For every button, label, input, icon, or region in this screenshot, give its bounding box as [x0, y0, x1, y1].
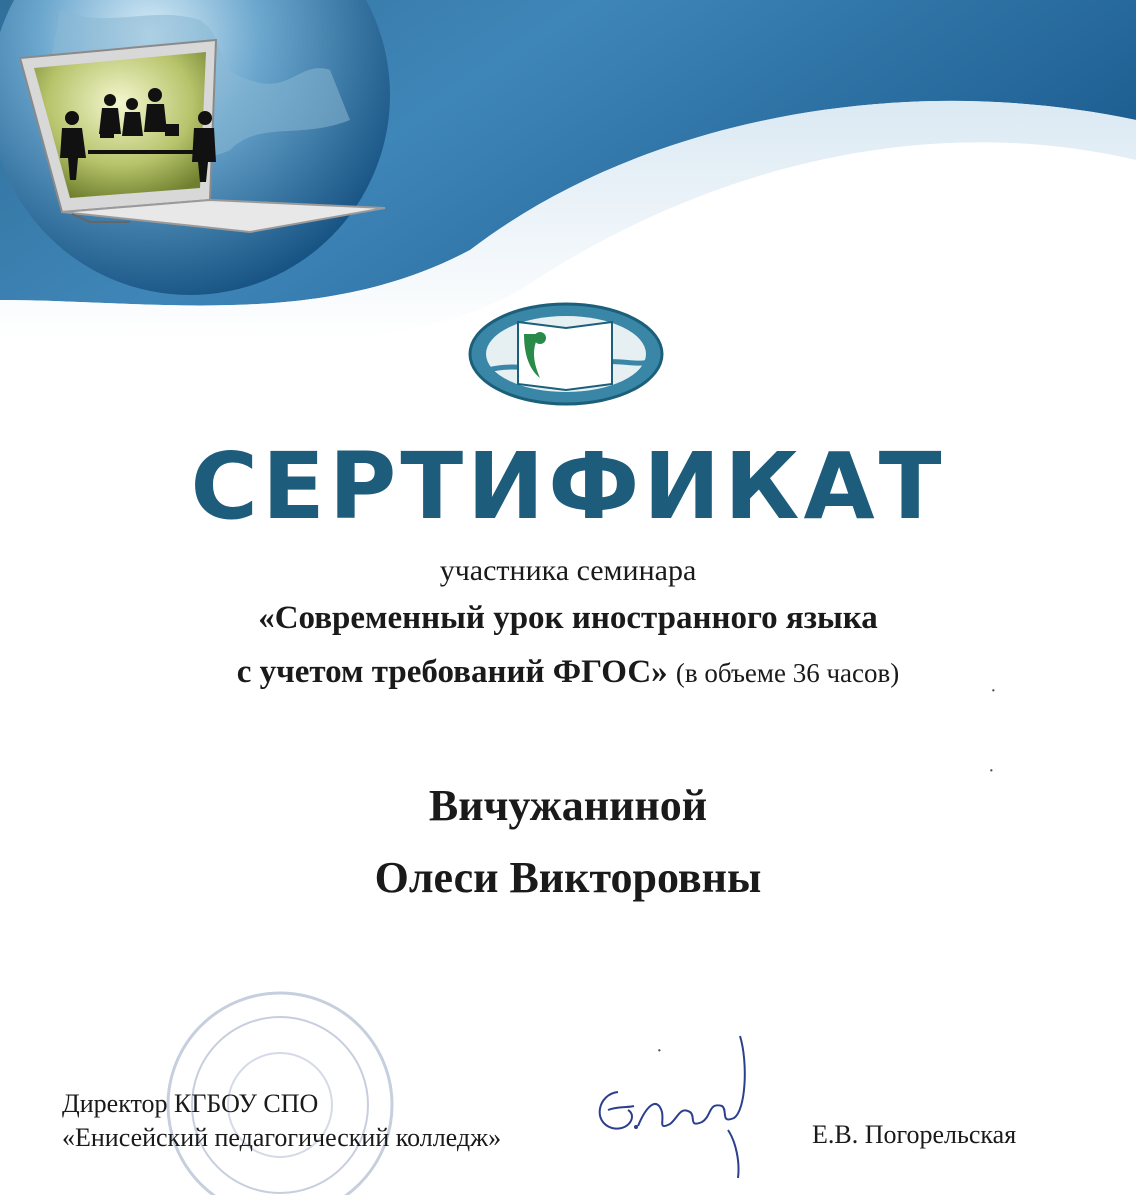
signer-position [62, 1087, 501, 1155]
seminar-title-line2-text: с учетом требований ФГОС» [236, 654, 668, 690]
seminar-hours: (в объеме 36 часов) [675, 658, 900, 688]
handwritten-signature [578, 1032, 778, 1182]
scan-speck: · [656, 1040, 663, 1062]
recipient-surname: Вичужаниной [428, 781, 708, 830]
recipient-given-names: Олеси Викторовны [374, 853, 762, 902]
signer-name: Е.В. Погорельская [812, 1120, 1017, 1149]
seminar-title-line1: «Современный урок иностранного языка [258, 600, 878, 636]
signer-position-line1: Директор КГБОУ СПО [62, 1089, 319, 1118]
certificate-title: СЕРТИФИКАТ [190, 433, 946, 540]
signer-position-line2: «Енисейский педагогический колледж» [62, 1122, 502, 1152]
college-logo [466, 300, 666, 408]
scan-speck: · [990, 680, 997, 702]
scan-speck: · [988, 760, 995, 782]
certificate-subtitle: участника семинара [439, 554, 697, 587]
seminar-title-line2 [0, 654, 1136, 691]
